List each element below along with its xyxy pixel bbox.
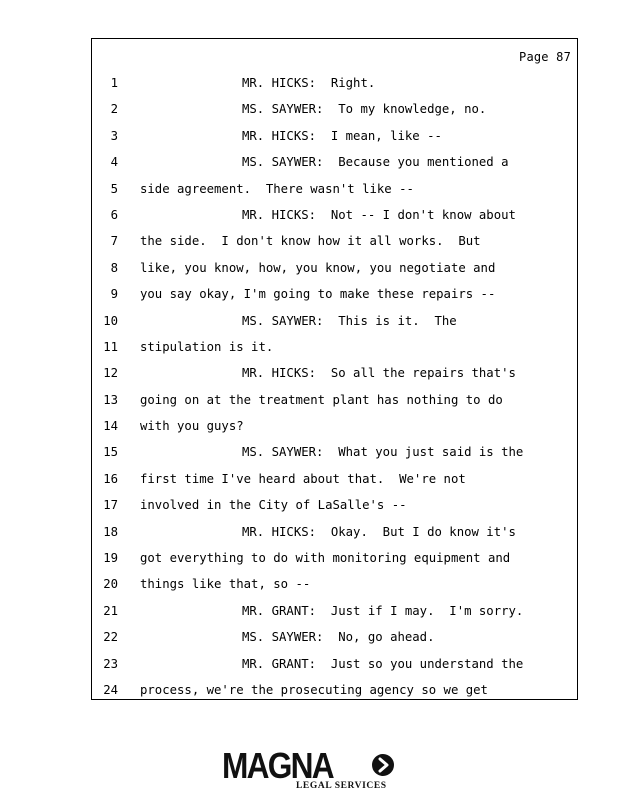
transcript-line: [92, 656, 577, 682]
line-text: the side. I don't know how it all works. But: [140, 234, 481, 249]
line-text: involved in the City of LaSalle's --: [140, 498, 407, 513]
transcript-line: [92, 313, 577, 339]
line-text: MS. SAYWER: To my knowledge, no.: [242, 102, 487, 117]
line-number: 19: [103, 551, 118, 566]
line-number: 16: [103, 471, 118, 486]
line-number: 2: [110, 102, 118, 117]
line-number: 13: [103, 392, 118, 407]
line-text: MR. GRANT: Just so you understand the: [242, 656, 524, 671]
line-number: 11: [103, 339, 118, 354]
line-text: stipulation is it.: [140, 339, 274, 354]
page-number: Page 87: [519, 50, 571, 64]
line-number: 10: [103, 313, 118, 328]
transcript-line: [92, 550, 577, 576]
line-number: 17: [103, 498, 118, 513]
transcript-page: [91, 38, 578, 700]
line-text: MR. HICKS: So all the repairs that's: [242, 366, 516, 381]
line-number: 7: [110, 234, 118, 249]
transcript-line: [92, 260, 577, 286]
line-number: 4: [110, 155, 118, 170]
transcript-line: [92, 524, 577, 550]
line-number: 22: [103, 630, 118, 645]
transcript-line: [92, 444, 577, 470]
transcript-line: [92, 603, 577, 629]
line-number: 6: [110, 207, 118, 222]
transcript-line: [92, 365, 577, 391]
transcript-line: [92, 207, 577, 233]
line-text: got everything to do with monitoring equipment and: [140, 551, 511, 566]
chevron-right-icon: [372, 754, 394, 776]
line-text: MR. HICKS: I mean, like --: [242, 128, 442, 143]
magna-logo: [222, 745, 396, 794]
line-number: 21: [103, 603, 118, 618]
line-text: MS. SAYWER: Because you mentioned a: [242, 155, 509, 170]
line-text: you say okay, I'm going to make these repairs --: [140, 287, 496, 302]
line-text: MS. SAYWER: What you just said is the: [242, 445, 524, 460]
line-text: things like that, so --: [140, 577, 311, 592]
transcript-line: [92, 471, 577, 497]
logo-wordmark: MAGNA: [222, 745, 333, 786]
line-text: going on at the treatment plant has nothing to do: [140, 392, 503, 407]
line-number: 1: [110, 76, 118, 90]
transcript-line: [92, 682, 577, 708]
transcript-line: [92, 128, 577, 154]
line-number: 9: [110, 287, 118, 302]
transcript-line: [92, 286, 577, 312]
line-text: process, we're the prosecuting agency so we get: [140, 682, 488, 697]
line-number: 15: [103, 445, 118, 460]
transcript-line: [92, 233, 577, 259]
line-number: 3: [110, 128, 118, 143]
line-text: like, you know, how, you know, you negotiate and: [140, 260, 496, 275]
transcript-line: [92, 418, 577, 444]
line-text: MR. GRANT: Just if I may. I'm sorry.: [242, 603, 524, 618]
line-text: side agreement. There wasn't like --: [140, 181, 414, 196]
logo-tagline: LEGAL SERVICES: [296, 781, 387, 791]
line-text: MS. SAYWER: No, go ahead.: [242, 630, 435, 645]
transcript-line: [92, 75, 577, 101]
transcript-line: [92, 576, 577, 602]
line-text: MR. HICKS: Okay. But I do know it's: [242, 524, 516, 539]
transcript-line: [92, 101, 577, 127]
transcript-line: [92, 181, 577, 207]
line-number: 18: [103, 524, 118, 539]
line-number: 5: [110, 181, 118, 196]
transcript-line: [92, 154, 577, 180]
line-text: first time I've heard about that. We're not: [140, 471, 466, 486]
transcript-lines: [92, 75, 577, 708]
transcript-line: [92, 629, 577, 655]
line-number: 14: [103, 419, 118, 434]
line-number: 20: [103, 577, 118, 592]
line-text: MS. SAYWER: This is it. The: [242, 313, 457, 328]
line-text: MR. HICKS: Not -- I don't know about: [242, 207, 516, 222]
line-number: 24: [103, 682, 118, 697]
transcript-line: [92, 497, 577, 523]
line-number: 23: [103, 656, 118, 671]
line-text: MR. HICKS: Right.: [242, 76, 376, 90]
line-text: with you guys?: [140, 419, 244, 434]
transcript-line: [92, 339, 577, 365]
line-number: 12: [103, 366, 118, 381]
line-number: 8: [110, 260, 118, 275]
transcript-line: [92, 392, 577, 418]
